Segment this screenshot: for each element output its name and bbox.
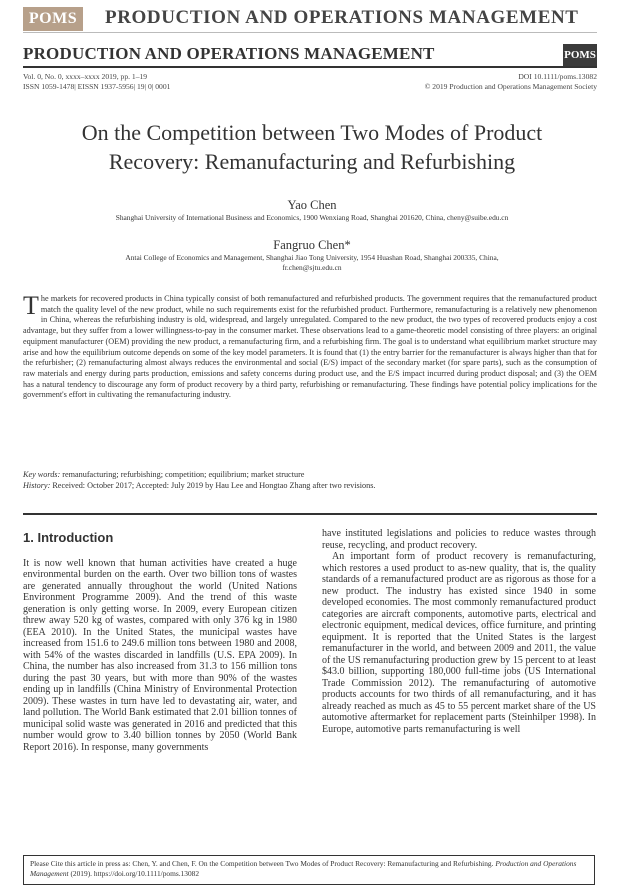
affiliation-2-line-1: Antai College of Economics and Management, Shanghai Jiao Tong University, 1954 Huashan Road, Shanghai 200335, China, — [125, 253, 499, 262]
citation-box — [23, 855, 595, 885]
citation-journal: Production and Operations Management — [30, 859, 577, 878]
history — [23, 481, 375, 492]
issn-info: ISSN 1059-1478| EISSN 1937-5956| 19| 0| 0001 — [23, 82, 171, 91]
affiliation-2-line-2: fr.chen@sjtu.edu.cn — [282, 263, 342, 272]
volume-info: Vol. 0, No. 0, xxxx–xxxx 2019, pp. 1–19 — [23, 72, 148, 81]
journal-name: PRODUCTION AND OPERATIONS MANAGEMENT — [23, 44, 435, 63]
abstract-text: he markets for recovered products in China typically consist of both remanufactured and refurbished products. The government requires that the remanufactured product match the quality level of the new product, while no such requirements exist for the refurbished product. Furthermore, remanufacturing is a relatively new phenomenon in China, whereas the refurbishing industry is old, widespread, and largely unregulated. Compared to the new product, the two types of recovered products enjoy a cost advantage, but they suffer from a lower willingness-to-pay in the consumer market. These observations lead to a game-theoretic model consisting of three players: an original equipment manufacturer (OEM) providing the new product, a remanufacturing firm, and a refurbishing firm. The goal is to understand what equilibrium market structure may arise and how the equilibrium outcome depends on some of the key model parameters. It is found that (1) the entry barrier for the remanufacturer is always higher than that for the refurbisher; (2) remanufacturing almost always reduces the environmental and social (E/S) impact of the secondary market (for spare parts), such as the consumption of raw materials and energy during parts production, emissions and safety concerns during product use, and the E/S impact incurred during product disposal; and (3) the OEM has a natural tendency to discourage any form of product recovery by a third party, refurbishing or remanufacturing. These findings have potential policy implications for the government's effort in cultivating the remanufacturing industry. — [23, 294, 597, 400]
journal-banner — [23, 4, 597, 33]
affiliation-2 — [38, 253, 586, 273]
keywords-text: remanufacturing; refurbishing; competition; equilibrium; market structure — [62, 470, 305, 479]
section-heading: 1. Introduction — [23, 530, 114, 545]
author-2: Fangruo Chen* — [273, 238, 351, 252]
history-label: History: — [23, 481, 51, 490]
article-title — [20, 118, 604, 176]
abstract-dropcap: T — [23, 291, 39, 320]
poms-logo-small: POMS — [563, 44, 597, 66]
abstract — [23, 291, 597, 401]
citation-suffix[interactable]: (2019). https://doi.org/10.1111/poms.13082 — [70, 869, 200, 878]
abstract-rule — [23, 513, 597, 515]
left-column — [23, 528, 297, 753]
title-line-1: On the Competition between Two Modes of Product — [81, 120, 543, 145]
poms-logo: POMS — [23, 7, 83, 31]
doi-info: DOI 10.1111/poms.13082 — [518, 72, 597, 81]
affiliation-1: Shanghai University of International Business and Economics, 1900 Wenxiang Road, Shanghai 201620, China, cheny@suibe.edu.cn — [115, 213, 509, 222]
right-column — [322, 528, 596, 735]
copyright-info: © 2019 Production and Operations Management Society — [424, 82, 597, 91]
intro-paragraph-1-cont: have instituted legislations and policies to reduce wastes through reuse, recycling, and product recovery. — [322, 528, 596, 551]
title-line-2: Recovery: Remanufacturing and Refurbishing — [108, 149, 516, 174]
keywords — [23, 470, 304, 481]
author-1: Yao Chen — [287, 198, 337, 212]
intro-paragraph-1: It is now well known that human activities have created a huge environmental burden on the earth. Over two billion tons of wastes are generated annually throughout the world (United Nations Environment Programme 2009). And the trend of this waste generation is only getting worse. In 2009, every European citizen threw away 520 kg of wastes, compared with only 376 kg in 1980 (EEA 2010). In the United States, the municipal wastes have increased from 151.6 to 249.6 million tons between 1980 and 2008, with 54% of the wastes discarded in landfills (U.S. EPA 2009). In China, the number has also increased from 31.3 to 156 million tons during the past 30 years, but with more than 90% of the wastes ending up in landfills (China Ministry of Environmental Protection 2009). These wastes in turn have led to devastating air, water, and land pollution. The World Bank estimated that 2.01 billion tonnes of municipal solid waste was generated in 2016 and predicted that this number would grow to 3.40 billion tonnes by 2050 (World Bank Report 2016). In response, many governments — [23, 557, 297, 753]
journal-banner-title: PRODUCTION AND OPERATIONS MANAGEMENT — [105, 7, 579, 28]
header-rule — [23, 66, 597, 68]
intro-paragraph-2: An important form of product recovery is remanufacturing, which restores a used product to as-new quality, that is, the quality standards of a remanufactured product are as rigorous as those for a new product. The industry has existed since 1940 in some developed economies. The most commonly remanufactured product categories are aircraft components, automotive parts, electrical and electronic equipment, medical devices, office furniture, and printing equipment. It is reported that the United States is the largest remanufacturer in the world, and between 2009 and 2011, the value of the US remanufacturing production grew by 15 percent to at least $43.0 billion, supporting 180,000 full-time jobs (US International Trade Commission 2012). The remanufacturing of automotive products accounts for two thirds of all remanufacturing, and it has already reached as much as 45 to 55 percent market share of the US automotive aftermarket for replacement parts (Steinhilper 1998). In Europe, automotive parts remanufacturing is well — [322, 551, 596, 735]
citation-prefix: Please Cite this article in press as: Chen, Y. and Chen, F. On the Competition between Two Modes of Product Recovery: Remanufacturing and Refurbishing. — [30, 859, 494, 868]
keywords-label: Key words: — [23, 470, 61, 479]
history-text: Received: October 2017; Accepted: July 2019 by Hau Lee and Hongtao Zhang after two revisions. — [52, 481, 376, 490]
